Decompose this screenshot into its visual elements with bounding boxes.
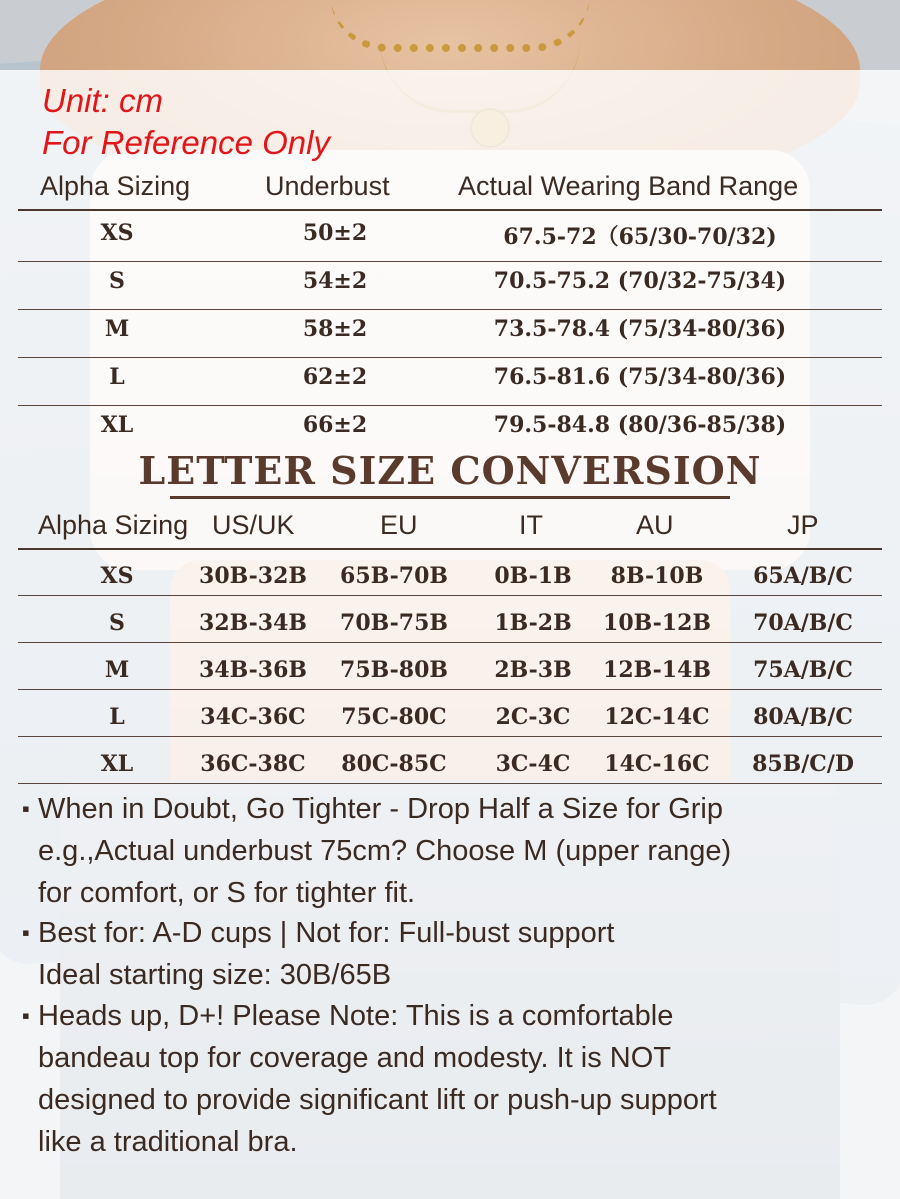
band-cell: XL bbox=[100, 412, 134, 438]
note-line: When in Doubt, Go Tighter - Drop Half a Size for Grip bbox=[38, 793, 723, 825]
conversion-row-rule bbox=[18, 783, 882, 784]
conversion-cell: XL bbox=[100, 751, 134, 777]
conversion-cell: XS bbox=[100, 563, 134, 589]
conversion-cell: 34B-36B bbox=[199, 657, 307, 683]
conversion-cell: 12C-14C bbox=[604, 704, 710, 730]
note-line: like a traditional bra. bbox=[38, 1126, 298, 1158]
bullet-icon: ▪ bbox=[22, 920, 30, 945]
conversion-cell: 3C-4C bbox=[495, 751, 571, 777]
band-cell: M bbox=[104, 316, 130, 342]
conversion-cell: 70B-75B bbox=[340, 610, 448, 636]
conversion-cell: 30B-32B bbox=[199, 563, 307, 589]
note-line: Ideal starting size: 30B/65B bbox=[38, 959, 392, 991]
band-cell: L bbox=[109, 364, 125, 390]
note-line: for comfort, or S for tighter fit. bbox=[38, 877, 416, 909]
conversion-cell: M bbox=[104, 657, 130, 683]
conversion-cell: S bbox=[109, 610, 125, 636]
band-cell: 62±2 bbox=[302, 364, 368, 390]
band-row-rule bbox=[18, 309, 882, 310]
conv-header-rule bbox=[18, 548, 882, 550]
note-item bbox=[22, 788, 882, 914]
conv-header-eu: EU bbox=[380, 510, 418, 540]
conversion-cell: 2B-3B bbox=[494, 657, 572, 683]
band-cell: XS bbox=[100, 220, 134, 246]
conversion-cell: 80C-85C bbox=[341, 751, 447, 777]
note-line: e.g.,Actual underbust 75cm? Choose M (upper range) bbox=[38, 835, 732, 867]
band-cell: 50±2 bbox=[302, 220, 368, 246]
conversion-row-rule bbox=[18, 736, 882, 737]
conv-header-alpha: Alpha Sizing bbox=[38, 510, 189, 540]
conversion-cell: 12B-14B bbox=[603, 657, 711, 683]
conversion-cell: 34C-36C bbox=[200, 704, 306, 730]
conversion-cell: L bbox=[109, 704, 125, 730]
conversion-row-rule bbox=[18, 595, 882, 596]
conversion-cell: 65A/B/C bbox=[753, 563, 853, 589]
conversion-cell: 0B-1B bbox=[494, 563, 572, 589]
conversion-cell: 10B-12B bbox=[603, 610, 711, 636]
conversion-title: LETTER SIZE CONVERSION bbox=[138, 448, 762, 493]
conversion-cell: 75C-80C bbox=[341, 704, 447, 730]
band-cell: S bbox=[109, 268, 125, 294]
conversion-row-rule bbox=[18, 689, 882, 690]
note-line: designed to provide significant lift or push-up support bbox=[38, 1084, 717, 1116]
band-header-alpha: Alpha Sizing bbox=[40, 171, 191, 201]
bullet-icon: ▪ bbox=[22, 796, 30, 821]
band-row-rule bbox=[18, 405, 882, 406]
band-cell: 67.5-72（65/30-70/32) bbox=[503, 224, 777, 250]
conversion-cell: 65B-70B bbox=[340, 563, 448, 589]
conversion-cell: 2C-3C bbox=[495, 704, 571, 730]
band-header-rule bbox=[18, 209, 882, 211]
conv-header-au: AU bbox=[636, 510, 674, 540]
band-cell: 70.5-75.2 (70/32-75/34) bbox=[493, 268, 787, 294]
note-item bbox=[22, 995, 882, 1163]
note-item bbox=[22, 912, 882, 996]
conversion-row-rule bbox=[18, 642, 882, 643]
band-cell: 76.5-81.6 (75/34-80/36) bbox=[493, 364, 787, 390]
reference-label: For Reference Only bbox=[42, 124, 330, 161]
band-cell: 79.5-84.8 (80/36-85/38) bbox=[493, 412, 787, 438]
conversion-cell: 1B-2B bbox=[494, 610, 572, 636]
band-row-rule bbox=[18, 261, 882, 262]
conversion-cell: 75A/B/C bbox=[753, 657, 853, 683]
note-line: Heads up, D+! Please Note: This is a comfortable bbox=[38, 1000, 674, 1032]
band-cell: 58±2 bbox=[302, 316, 368, 342]
conv-header-usuk: US/UK bbox=[212, 510, 295, 540]
conversion-cell: 75B-80B bbox=[340, 657, 448, 683]
note-line: bandeau top for coverage and modesty. It is NOT bbox=[38, 1042, 671, 1074]
band-cell: 66±2 bbox=[302, 412, 368, 438]
conversion-cell: 85B/C/D bbox=[752, 751, 854, 777]
bullet-icon: ▪ bbox=[22, 1003, 30, 1028]
conversion-cell: 36C-38C bbox=[200, 751, 306, 777]
conv-header-it: IT bbox=[519, 510, 543, 540]
band-cell: 54±2 bbox=[302, 268, 368, 294]
conversion-cell: 8B-10B bbox=[610, 563, 704, 589]
conversion-cell: 32B-34B bbox=[199, 610, 307, 636]
band-header-range: Actual Wearing Band Range bbox=[458, 171, 799, 201]
band-header-underbust: Underbust bbox=[265, 171, 390, 201]
conv-header-jp: JP bbox=[787, 510, 819, 540]
note-line: Best for: A-D cups | Not for: Full-bust support bbox=[38, 917, 615, 949]
unit-label: Unit: cm bbox=[42, 82, 164, 119]
band-cell: 73.5-78.4 (75/34-80/36) bbox=[493, 316, 787, 342]
conversion-cell: 70A/B/C bbox=[753, 610, 853, 636]
conversion-cell: 14C-16C bbox=[604, 751, 710, 777]
conversion-cell: 80A/B/C bbox=[753, 704, 853, 730]
band-row-rule bbox=[18, 357, 882, 358]
conversion-title-underline bbox=[170, 496, 730, 499]
